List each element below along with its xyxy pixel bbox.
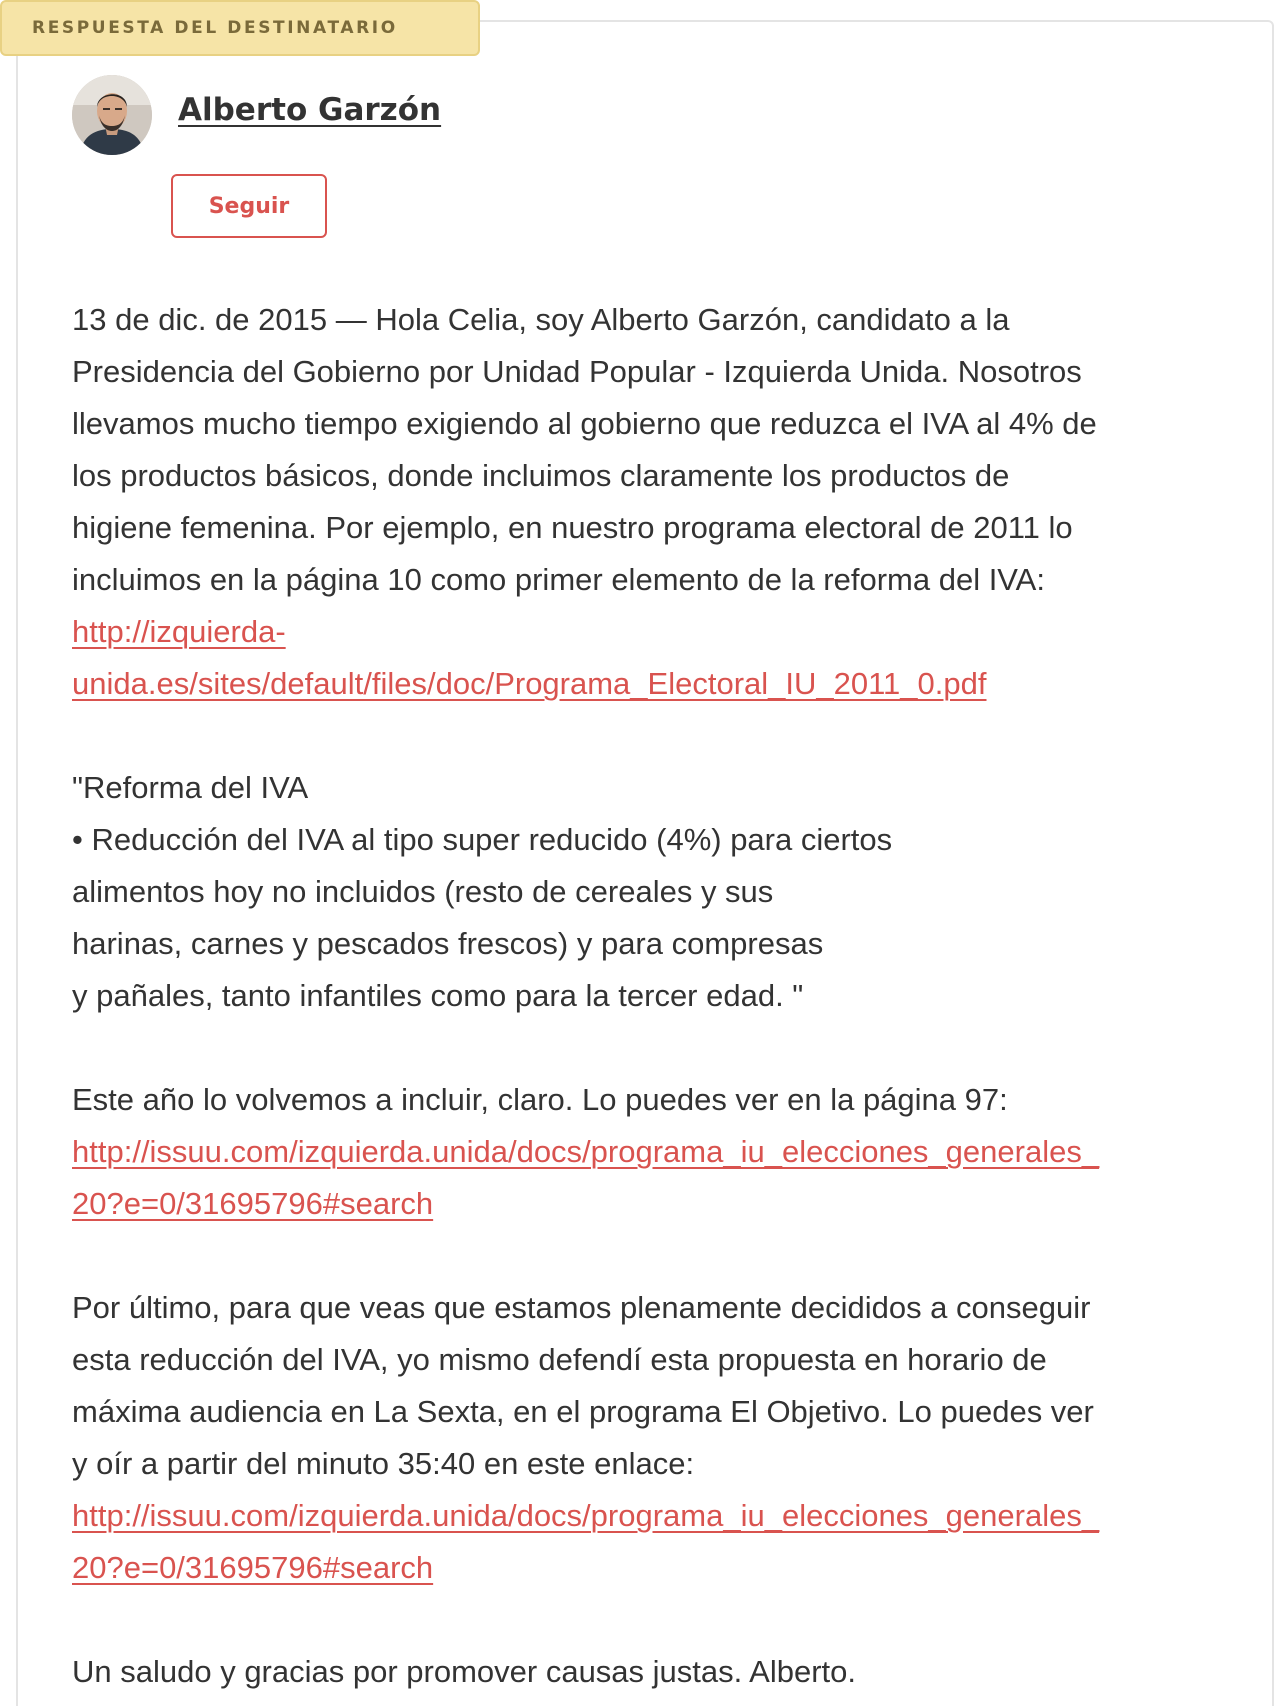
message-line: esta reducción del IVA, yo mismo defendí esta propuesta en horario de [72, 1342, 1047, 1377]
message-line: llevamos mucho tiempo exigiendo al gobierno que reduzca el IVA al 4% de [72, 406, 1097, 441]
program-2015-link[interactable]: http://issuu.com/izquierda.unida/docs/programa_iu_elecciones_generales_ [72, 1134, 1100, 1169]
message-line: incluimos en la página 10 como primer elemento de la reforma del IVA: [72, 562, 1045, 597]
video-link-line [72, 1490, 1222, 1542]
quote-line: • Reducción del IVA al tipo super reducido (4%) para ciertos [72, 822, 893, 857]
video-link[interactable]: 20?e=0/31695796#search [72, 1550, 434, 1585]
author-name-link[interactable]: Alberto Garzón [178, 92, 442, 128]
video-link-line [72, 1542, 1222, 1594]
closing-line: Un saludo y gracias por promover causas justas. Alberto. [72, 1654, 856, 1689]
program-2015-link-line [72, 1178, 1222, 1230]
message-line: Este año lo volvemos a incluir, claro. Lo puedes ver en la página 97: [72, 1082, 1008, 1117]
program-2011-link[interactable]: http://izquierda- [72, 614, 286, 649]
message-line: Por último, para que veas que estamos plenamente decididos a conseguir [72, 1290, 1091, 1325]
person-photo-icon [72, 75, 152, 155]
quote-line: "Reforma del IVA [72, 770, 309, 805]
quote-line: alimentos hoy no incluidos (resto de cereales y sus [72, 874, 774, 909]
message-body [72, 294, 1222, 1698]
message-line: los productos básicos, donde incluimos claramente los productos de [72, 458, 1010, 493]
message-line: 13 de dic. de 2015 — Hola Celia, soy Alberto Garzón, candidato a la [72, 302, 1010, 337]
message-line: y oír a partir del minuto 35:40 en este enlace: [72, 1446, 695, 1481]
program-2015-link[interactable]: 20?e=0/31695796#search [72, 1186, 434, 1221]
program-2011-link-line [72, 658, 1222, 710]
badge-label: RESPUESTA DEL DESTINATARIO [32, 18, 398, 38]
video-link[interactable]: http://issuu.com/izquierda.unida/docs/programa_iu_elecciones_generales_ [72, 1498, 1100, 1533]
follow-button[interactable]: Seguir [171, 174, 327, 238]
message-line: higiene femenina. Por ejemplo, en nuestro programa electoral de 2011 lo [72, 510, 1073, 545]
program-2011-link[interactable]: unida.es/sites/default/files/doc/Programa_Electoral_IU_2011_0.pdf [72, 666, 987, 701]
recipient-response-badge [0, 0, 480, 56]
program-2011-link-line [72, 606, 1222, 658]
program-2015-link-line [72, 1126, 1222, 1178]
author-avatar[interactable] [72, 75, 152, 155]
message-line: máxima audiencia en La Sexta, en el programa El Objetivo. Lo puedes ver [72, 1394, 1094, 1429]
message-line: Presidencia del Gobierno por Unidad Popular - Izquierda Unida. Nosotros [72, 354, 1082, 389]
quote-line: harinas, carnes y pescados frescos) y para compresas [72, 926, 824, 961]
quote-line: y pañales, tanto infantiles como para la tercer edad. " [72, 978, 804, 1013]
